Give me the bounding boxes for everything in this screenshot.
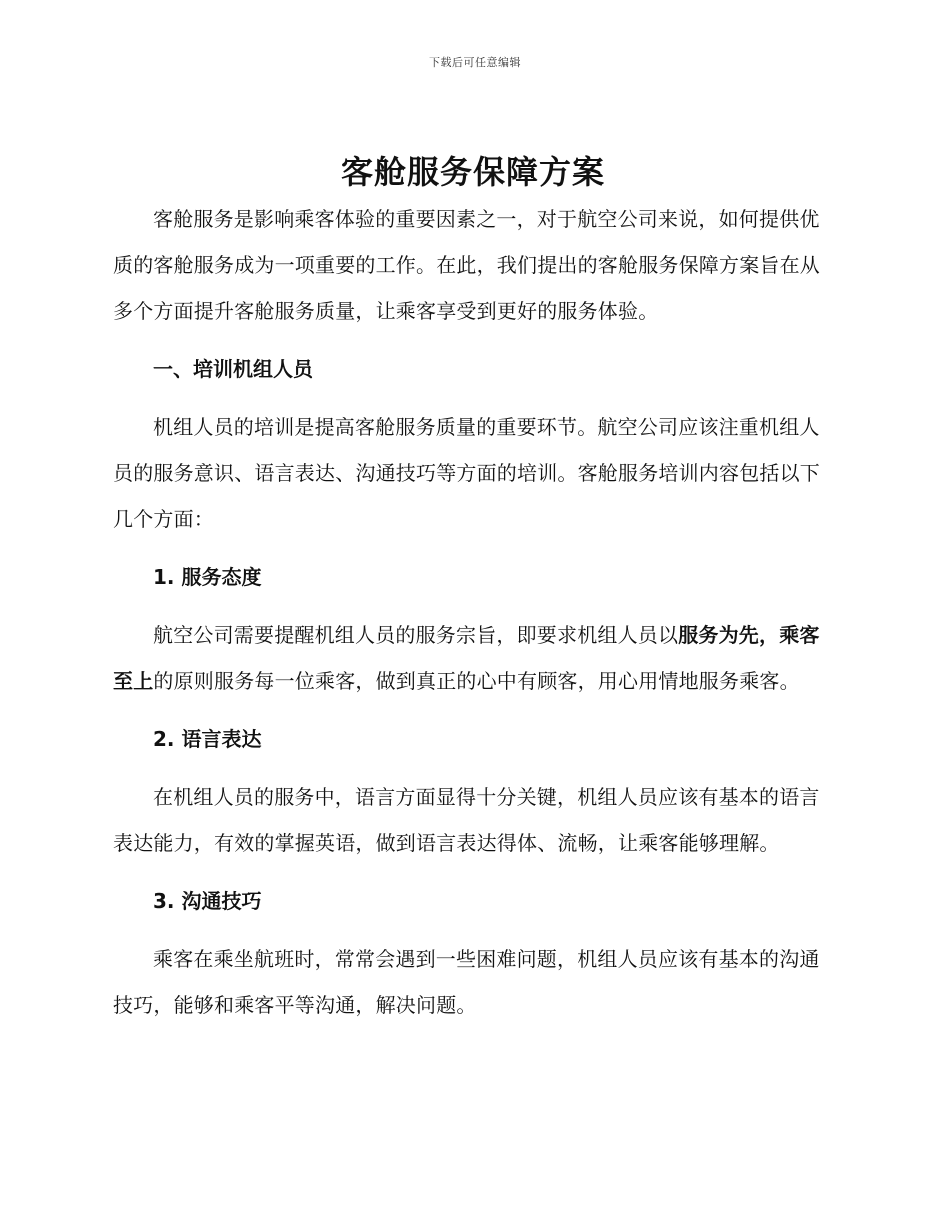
emphasis-text: 服务为先，乘客至上 [113, 623, 820, 693]
section-heading-training: 一、培训机组人员 [153, 357, 313, 381]
spacer [113, 392, 833, 404]
intro-paragraph: 客舱服务是影响乘客体验的重要因素之一，对于航空公司来说，如何提供优质的客舱服务成为一项重要的工作。在此，我们提出的客舱服务保障方案旨在从多个方面提升客舱服务质量，让乘客享受到更好的服务体验。 [113, 207, 820, 323]
item-heading-language: 2. 语言表达 [153, 727, 262, 751]
spacer [113, 600, 833, 612]
text-segment: 航空公司需要提醒机组人员的服务宗旨，即要求机组人员以 [153, 623, 679, 647]
text-segment: 的原则服务每一位乘客，做到真正的心中有顾客，用心用情地服务乘客。 [153, 669, 800, 693]
spacer [113, 762, 833, 774]
item-service-attitude-paragraph [113, 612, 833, 704]
section-training-paragraph: 机组人员的培训是提高客舱服务质量的重要环节。航空公司应该注重机组人员的服务意识、语言表达、沟通技巧等方面的培训。客舱服务培训内容包括以下几个方面： [113, 415, 820, 531]
spacer [113, 924, 833, 936]
spacer [113, 704, 833, 716]
item-communication-paragraph: 乘客在乘坐航班时，常常会遇到一些困难问题，机组人员应该有基本的沟通技巧，能够和乘客平等沟通，解决问题。 [113, 947, 820, 1017]
spacer [113, 334, 833, 346]
item-heading-service-attitude: 1. 服务态度 [153, 565, 262, 589]
spacer [113, 866, 833, 878]
item-language-paragraph: 在机组人员的服务中，语言方面显得十分关键，机组人员应该有基本的语言表达能力，有效的掌握英语，做到语言表达得体、流畅，让乘客能够理解。 [113, 785, 820, 855]
header-note: 下载后可任意编辑 [429, 56, 521, 69]
document-body [113, 148, 833, 1028]
item-heading-communication: 3. 沟通技巧 [153, 889, 262, 913]
spacer [113, 542, 833, 554]
document-title: 客舱服务保障方案 [340, 153, 605, 191]
